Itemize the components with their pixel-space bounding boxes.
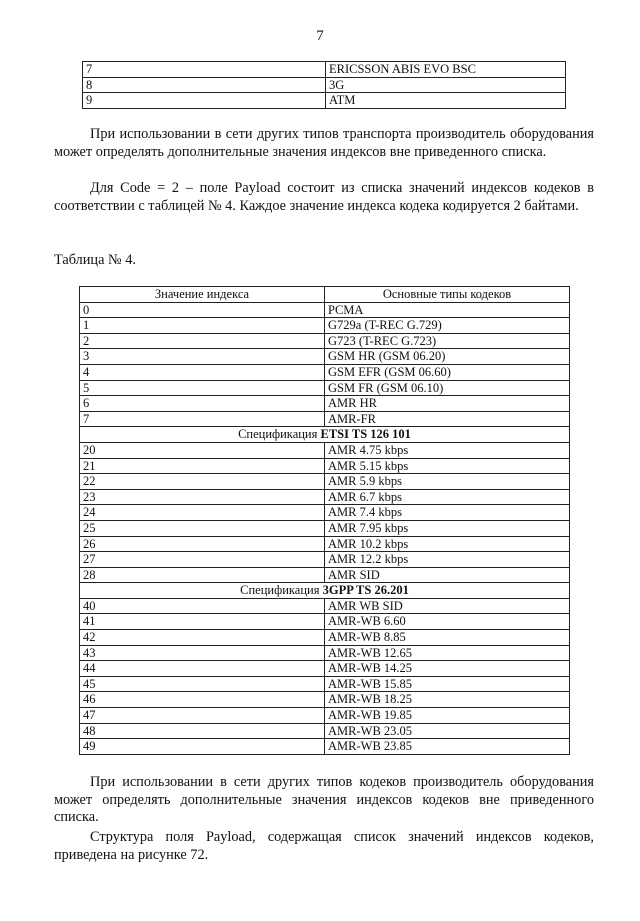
index-cell: 22 (80, 474, 325, 490)
table-row (80, 396, 570, 412)
name-cell: ATM (326, 93, 566, 109)
codec-cell: AMR-WB 23.05 (325, 723, 570, 739)
index-cell: 44 (80, 661, 325, 677)
codec-cell: AMR 6.7 kbps (325, 489, 570, 505)
name-cell: ERICSSON ABIS EVO BSC (326, 62, 566, 78)
spec-name: ETSI TS 126 101 (320, 427, 411, 442)
table-row (80, 349, 570, 365)
index-cell: 0 (80, 302, 325, 318)
index-cell: 48 (80, 723, 325, 739)
paragraph-transport-note: При использовании в сети других типов транспорта производитель оборудования может определять дополнительные значения индексов вне приведенного списка. (54, 126, 594, 160)
transport-table-body (83, 62, 566, 109)
table-row (80, 302, 570, 318)
index-cell: 5 (80, 380, 325, 396)
table-row (80, 552, 570, 568)
table-row (80, 442, 570, 458)
spec-prefix: Спецификация (240, 583, 323, 598)
index-cell: 46 (80, 692, 325, 708)
header-index: Значение индекса (80, 287, 325, 303)
table-row (80, 536, 570, 552)
codec-index-table (79, 286, 570, 755)
codec-cell: G723 (T-REC G.723) (325, 333, 570, 349)
table-row (80, 380, 570, 396)
header-row (80, 287, 570, 303)
index-cell: 23 (80, 489, 325, 505)
table-row (83, 93, 566, 109)
index-cell: 25 (80, 520, 325, 536)
table-caption: Таблица № 4. (54, 252, 136, 268)
index-cell: 8 (83, 77, 326, 93)
spec-3gpp-section (80, 583, 570, 599)
table-row (80, 739, 570, 755)
codec-cell: AMR-WB 8.85 (325, 630, 570, 646)
index-cell: 4 (80, 364, 325, 380)
table-row (80, 458, 570, 474)
codec-cell: AMR WB SID (325, 598, 570, 614)
spec-name: 3GPP TS 26.201 (322, 583, 409, 598)
table-row (80, 567, 570, 583)
index-cell: 43 (80, 645, 325, 661)
table-row (80, 505, 570, 521)
spec-prefix: Спецификация (238, 427, 321, 442)
index-cell: 7 (83, 62, 326, 78)
table-row (83, 77, 566, 93)
header-codec-types: Основные типы кодеков (325, 287, 570, 303)
paragraph-codec-note: При использовании в сети других типов кодеков производитель оборудования может определять дополнительные значения индексов кодеков вне приведенного списка. (54, 774, 594, 826)
index-cell: 9 (83, 93, 326, 109)
index-cell: 20 (80, 442, 325, 458)
codec-cell: AMR-WB 6.60 (325, 614, 570, 630)
index-cell: 21 (80, 458, 325, 474)
codec-cell: AMR HR (325, 396, 570, 412)
index-cell: 42 (80, 630, 325, 646)
index-cell: 2 (80, 333, 325, 349)
table-row (80, 614, 570, 630)
index-cell: 1 (80, 318, 325, 334)
table-row (80, 474, 570, 490)
index-cell: 47 (80, 708, 325, 724)
table-row (80, 692, 570, 708)
index-cell: 28 (80, 567, 325, 583)
page-number: 7 (316, 28, 324, 44)
index-cell: 49 (80, 739, 325, 755)
index-cell: 3 (80, 349, 325, 365)
codec-cell: AMR 5.9 kbps (325, 474, 570, 490)
table-row (80, 708, 570, 724)
spec-row (80, 427, 570, 443)
table-row (80, 723, 570, 739)
spec-3gpp-cell (80, 583, 570, 599)
index-cell: 26 (80, 536, 325, 552)
paragraph-code2-description: Для Code = 2 – поле Payload состоит из списка значений индексов кодеков в соответствии с таблицей № 4. Каждое значение индекса кодека кодируется 2 байтами. (54, 180, 594, 214)
index-cell: 7 (80, 411, 325, 427)
index-cell: 40 (80, 598, 325, 614)
spec-row (80, 583, 570, 599)
codec-group-basic (80, 302, 570, 427)
table-row (83, 62, 566, 78)
codec-cell: AMR 7.95 kbps (325, 520, 570, 536)
table-row (80, 318, 570, 334)
table-row (80, 676, 570, 692)
codec-cell: AMR 7.4 kbps (325, 505, 570, 521)
codec-cell: AMR 12.2 kbps (325, 552, 570, 568)
codec-cell: PCMA (325, 302, 570, 318)
index-cell: 45 (80, 676, 325, 692)
codec-cell: AMR 10.2 kbps (325, 536, 570, 552)
codec-cell: GSM EFR (GSM 06.60) (325, 364, 570, 380)
transport-table (82, 61, 566, 109)
index-cell: 24 (80, 505, 325, 521)
codec-cell: AMR 4.75 kbps (325, 442, 570, 458)
codec-cell: AMR-WB 18.25 (325, 692, 570, 708)
codec-cell: G729a (T-REC G.729) (325, 318, 570, 334)
table-row (80, 411, 570, 427)
codec-cell: AMR-WB 12.65 (325, 645, 570, 661)
codec-cell: AMR SID (325, 567, 570, 583)
codec-cell: AMR-WB 15.85 (325, 676, 570, 692)
codec-group-amr-wb (80, 598, 570, 754)
name-cell: 3G (326, 77, 566, 93)
codec-group-amr (80, 442, 570, 582)
table-row (80, 645, 570, 661)
index-cell: 6 (80, 396, 325, 412)
index-cell: 27 (80, 552, 325, 568)
codec-table-header (80, 287, 570, 303)
codec-cell: AMR-WB 23.85 (325, 739, 570, 755)
index-cell: 41 (80, 614, 325, 630)
codec-cell: AMR-WB 14.25 (325, 661, 570, 677)
codec-cell: GSM HR (GSM 06.20) (325, 349, 570, 365)
codec-cell: GSM FR (GSM 06.10) (325, 380, 570, 396)
table-row (80, 661, 570, 677)
table-row (80, 364, 570, 380)
paragraph-payload-structure: Структура поля Payload, содержащая список значений индексов кодеков, приведена на рисунке 72. (54, 829, 594, 863)
table-row (80, 520, 570, 536)
codec-cell: AMR 5.15 kbps (325, 458, 570, 474)
table-row (80, 489, 570, 505)
spec-etsi-cell (80, 427, 570, 443)
table-row (80, 630, 570, 646)
codec-cell: AMR-WB 19.85 (325, 708, 570, 724)
codec-cell: AMR-FR (325, 411, 570, 427)
table-row (80, 333, 570, 349)
spec-etsi-section (80, 427, 570, 443)
table-row (80, 598, 570, 614)
